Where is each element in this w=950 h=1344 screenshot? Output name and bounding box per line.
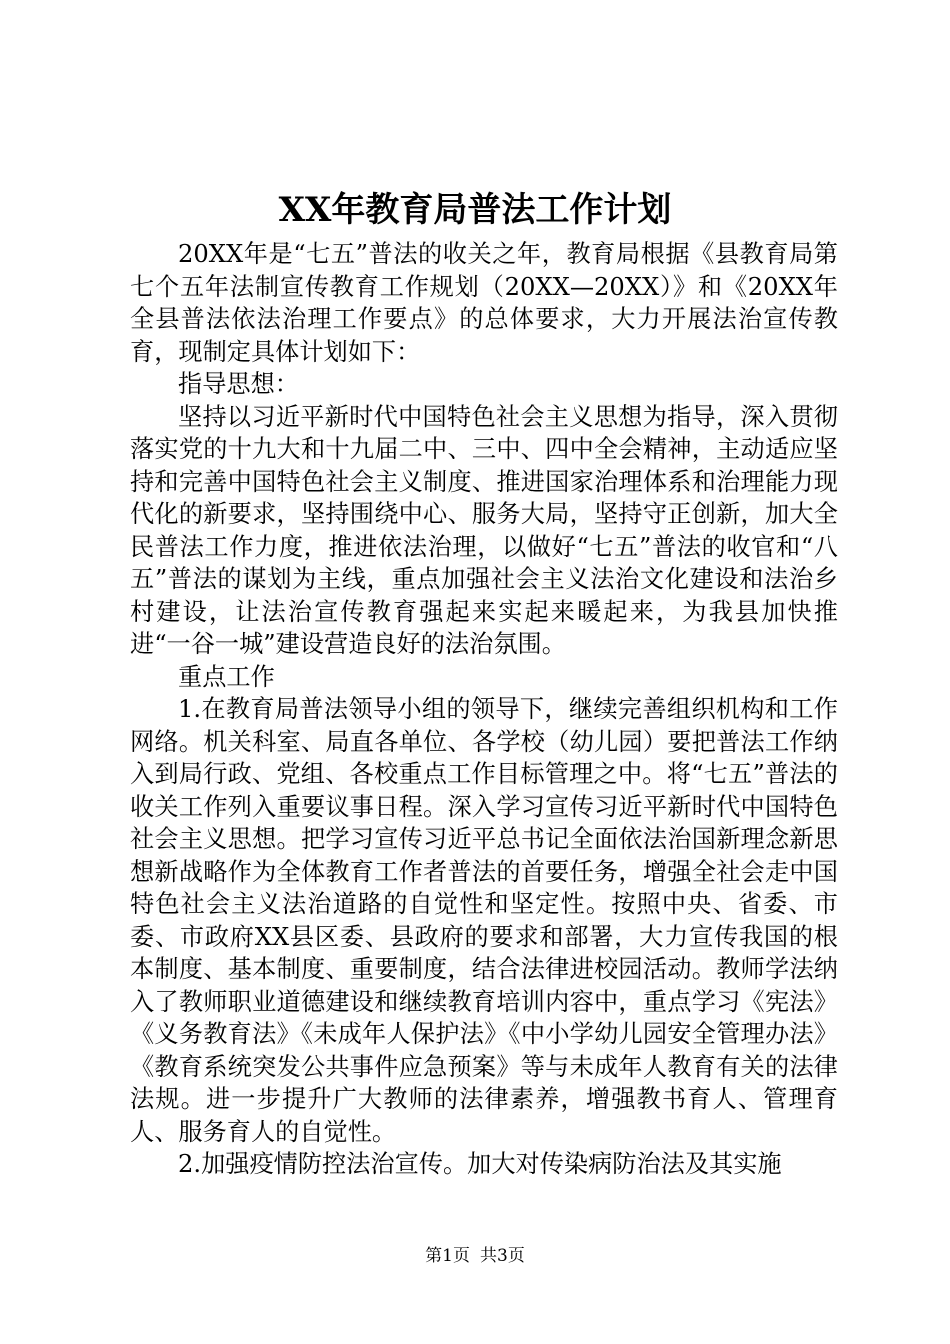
page-total: 共3页 [480,1246,525,1266]
document-body [130,238,838,1181]
page-number: 第1页 [425,1246,470,1266]
key-work-item-2: 2.加强疫情防控法治宣传。加大对传染病防治法及其实施 [178,1150,782,1178]
intro-paragraph: 20XX年是“七五”普法的收关之年，教育局根据《县教育局第七个五年法制宣传教育工作规划（20XX—20XX）》和《20XX年全县普法依法治理工作要点》的总体要求，大力开展法治宣传教育，现制定具体计划如下： [130,240,838,366]
key-work-item-1: 1.在教育局普法领导小组的领导下，继续完善组织机构和工作网络。机关科室、局直各单位、各学校（幼儿园）要把普法工作纳入到局行政、党组、各校重点工作目标管理之中。将“七五”普法的收关工作列入重要议事日程。深入学习宣传习近平新时代中国特色社会主义思想。把学习宣传习近平总书记全面依法治国新理念新思想新战略作为全体教育工作者普法的首要任务，增强全社会走中国特色社会主义法治道路的自觉性和坚定性。按照中央、省委、市委、市政府XX县区委、县政府的要求和部署，大力宣传我国的根本制度、基本制度、重要制度，结合法律进校园活动。教师学法纳入了教师职业道德建设和继续教育培训内容中，重点学习《宪法》《义务教育法》《未成年人保护法》《中小学幼儿园安全管理办法》《教育系统突发公共事件应急预案》等与未成年人教育有关的法律法规。进一步提升广大教师的法律素养，增强教书育人、管理育人、服务育人的自觉性。 [130,695,838,1146]
document-title: XX年教育局普法工作计划 [278,190,672,230]
page-footer [0,1244,950,1268]
guiding-thought-paragraph: 坚持以习近平新时代中国特色社会主义思想为指导，深入贯彻落实党的十九大和十九届二中、三中、四中全会精神，主动适应坚持和完善中国特色社会主义制度、推进国家治理体系和治理能力现代化的新要求，坚持围绕中心、服务大局，坚持守正创新，加大全民普法工作力度，推进依法治理，以做好“七五”普法的收官和“八五”普法的谋划为主线，重点加强社会主义法治文化建设和法治乡村建设，让法治宣传教育强起来实起来暖起来，为我县加快推进“一谷一城”建设营造良好的法治氛围。 [130,402,838,658]
section-heading-key-work: 重点工作 [178,662,275,691]
section-heading-guiding-thought: 指导思想： [178,370,299,398]
